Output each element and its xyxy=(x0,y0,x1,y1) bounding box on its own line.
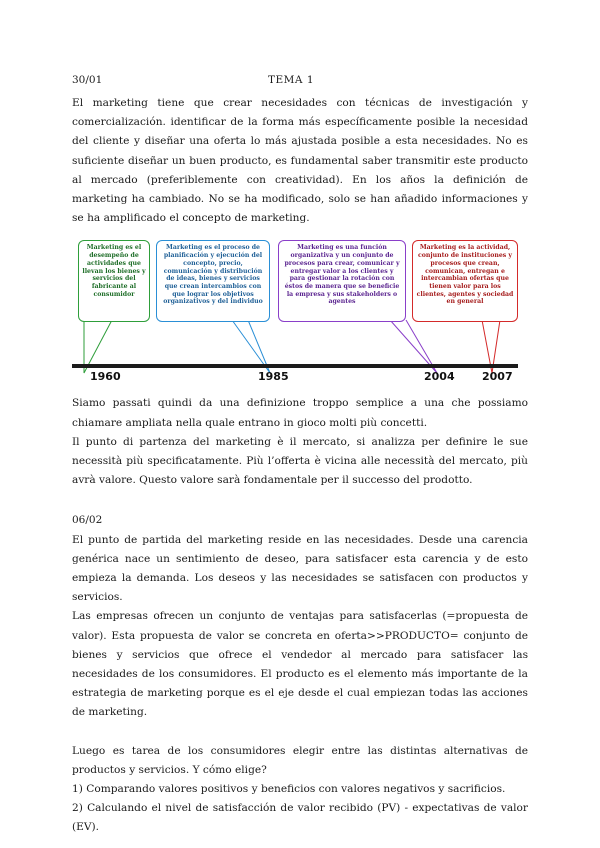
year-2007: 2007 xyxy=(482,370,513,384)
document-page xyxy=(72,74,528,838)
definition-box-1985 xyxy=(156,240,270,322)
definition-box-2007 xyxy=(412,240,518,322)
paragraph-italian-1: Siamo passati quindi da una definizione troppo semplice a una che possiamo chiamare ampliata nella quale entrano in gioco molti più concetti. xyxy=(72,397,528,429)
year-1985: 1985 xyxy=(258,370,289,384)
definition-box-1960 xyxy=(78,240,150,322)
definition-2007-text: Marketing es la actividad, conjunto de instituciones y procesos que crean, comunican, entregan e intercambian ofertas que tienen valor para los clientes, agentes y sociedad en general xyxy=(416,244,514,306)
paragraph-needs: El punto de partida del marketing reside en las necesidades. Desde una carencia genérica nace un sentimiento de deseo, para satisfacer esta carencia y de esto empieza la demanda. Los deseos y las necesidades se satisfacen con productos y servicios. xyxy=(72,533,528,604)
definition-1960-text: Marketing es el desempeño de actividades que llevan los bienes y servicios del fabricante al consumidor xyxy=(82,244,146,298)
paragraph-consumer-choice: Luego es tarea de los consumidores elegir entre las distintas alternativas de productos y servicios. Y cómo elige? xyxy=(72,744,528,776)
definition-1985-text: Marketing es el proceso de planificación y ejecución del concepto, precio, comunicación y distribución de ideas, bienes y servicios que crean intercambios con que lograr los objetivos organizativos y del individuo xyxy=(163,244,263,306)
definition-2004-text: Marketing es una función organizativa y un conjunto de procesos para crear, comunicar y entregar valor a los clientes y para gestionar la rotación con éstos de manera que se beneficie la empresa y sus stakeholders o agentes xyxy=(284,244,400,306)
header xyxy=(72,74,528,94)
paragraph-value-proposition: Las empresas ofrecen un conjunto de ventajas para satisfacerlas (=propuesta de valor). Esta propuesta de valor se concreta en oferta>>PRODUCTO= conjunto de bienes y servicios que ofrece el vendedor al mercado para satisfacer las necesidades de los consumidores. El producto es el elemento más importante de la estrategia de marketing porque es el eje desde el cual empiezan todas las acciones de marketing. xyxy=(72,610,528,719)
header-title: TEMA 1 xyxy=(268,74,315,86)
list-item-1: 1) Comparando valores positivos y beneficios con valores negativos y sacrificios. xyxy=(72,783,506,796)
year-2004: 2004 xyxy=(424,370,455,384)
paragraph-italian-2: Il punto di partenza del marketing è il mercato, si analizza per definire le sue necessità più specificatamente. Più l’offerta è vicina alle necessità del mercato, più avrà valore. Questo valore sarà fondamentale per il successo del prodotto. xyxy=(72,435,528,487)
header-date: 30/01 xyxy=(72,74,103,86)
timeline-axis xyxy=(72,364,518,368)
definition-box-2004 xyxy=(278,240,406,322)
list-item-2: 2) Calculando el nivel de satisfacción de valor recibido (PV) - expectativas de valor (EV). xyxy=(72,802,528,834)
timeline-figure xyxy=(72,236,528,388)
year-1960: 1960 xyxy=(90,370,121,384)
section-date: 06/02 xyxy=(72,514,103,527)
paragraph-intro: El marketing tiene que crear necesidades con técnicas de investigación y comercialización. identificar de la forma más específicamente posible la necesidad del cliente y diseñar una oferta lo más ajustada posible a esta necesidades. No es suficiente diseñar un buen producto, es fundamental saber transmitir este producto al mercado (preferiblemente con creatividad). En los años la definición de marketing ha cambiado. No se ha modificado, solo se han añadido informaciones y se ha amplificado el concepto de marketing. xyxy=(72,97,528,225)
